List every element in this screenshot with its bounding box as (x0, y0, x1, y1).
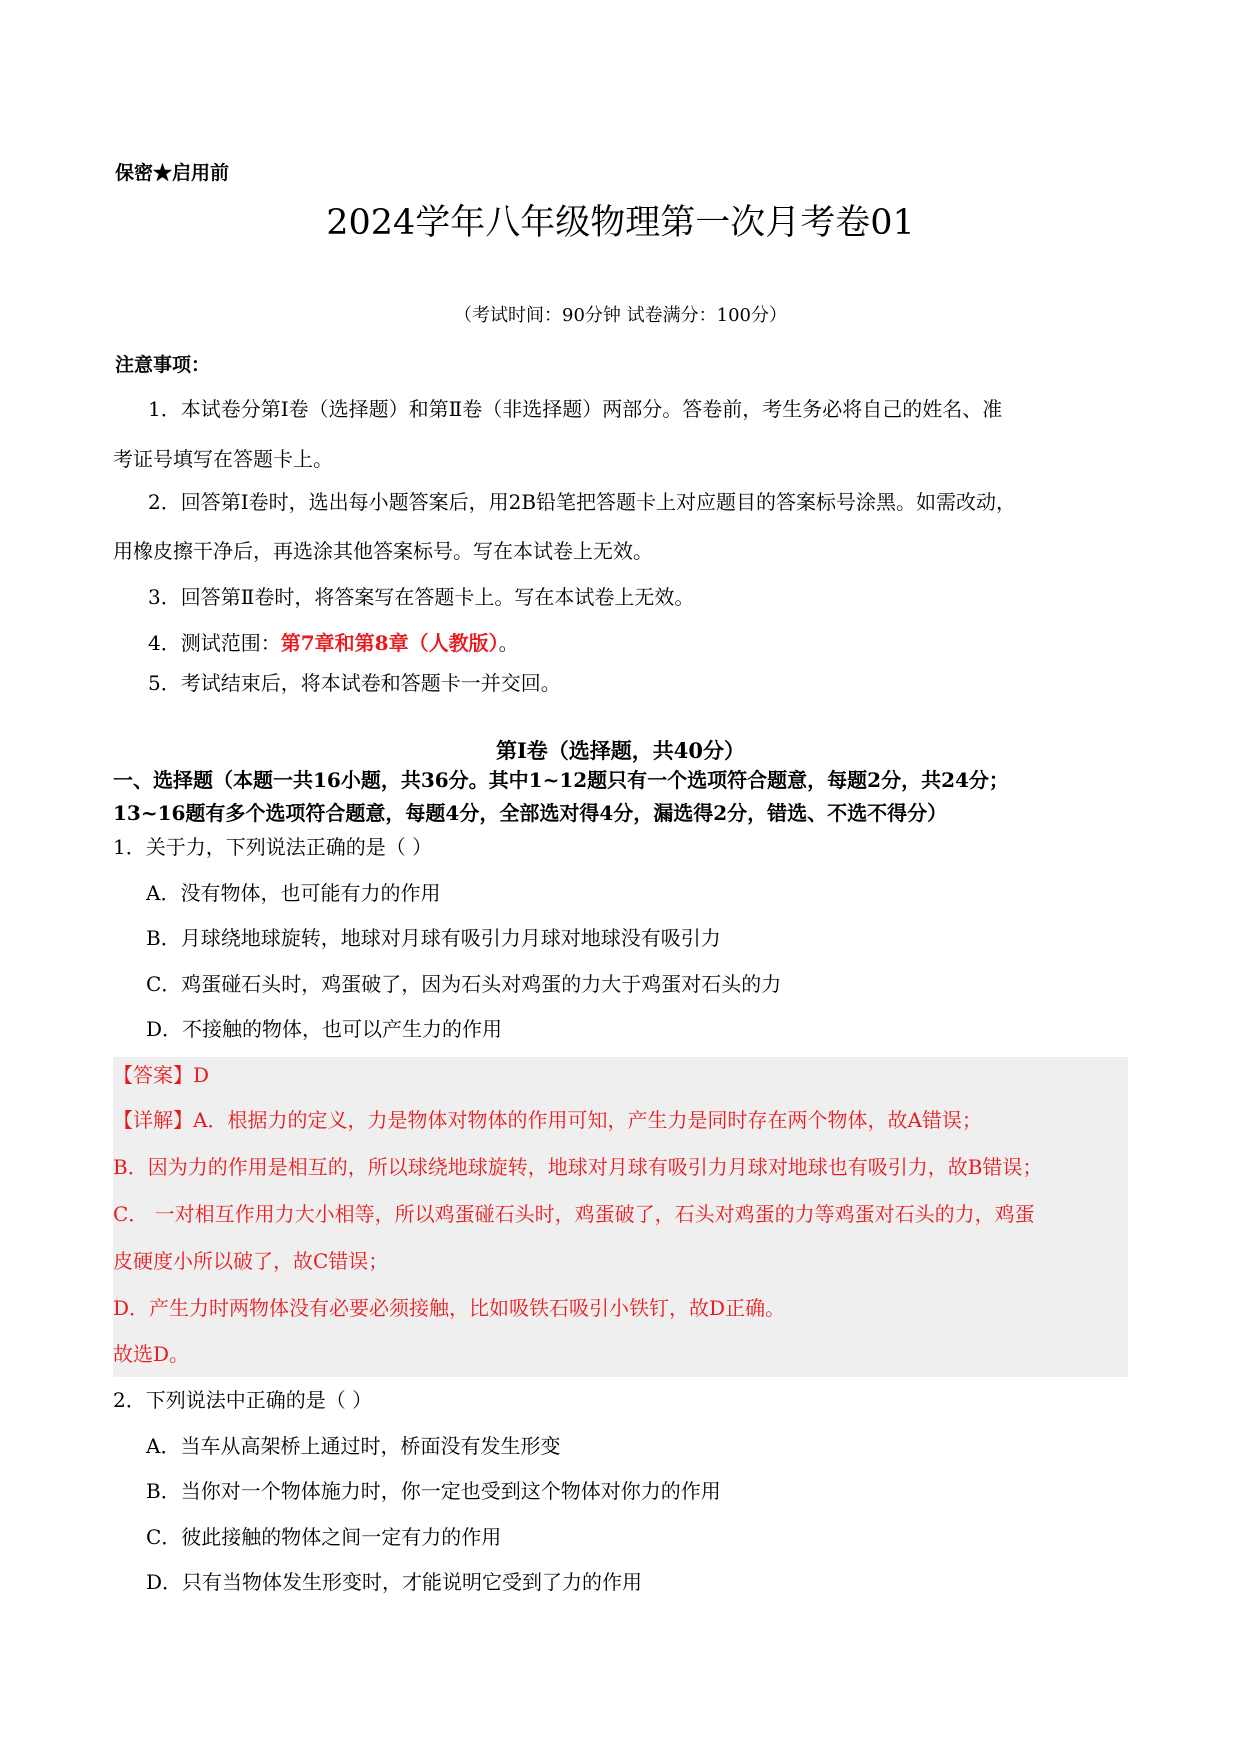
question-2-option-d: D．只有当物体发生形变时，才能说明它受到了力的作用 (146, 1570, 643, 1594)
detail-line-1: 【详解】A．根据力的定义，力是物体对物体的作用可知，产生力是同时存在两个物体，故A错误； (113, 1108, 982, 1132)
question-2-option-a: A．当车从高架桥上通过时，桥面没有发生形变 (146, 1434, 561, 1458)
question-1-stem: 1．关于力，下列说法正确的是（ ） (113, 835, 433, 859)
exam-title: 2024学年八年级物理第一次月考卷01 (326, 203, 915, 243)
notes-heading: 注意事项： (115, 354, 211, 376)
question-1-option-a: A．没有物体，也可能有力的作用 (146, 881, 441, 905)
test-range: 第7章和第8章（人教版） (280, 631, 499, 655)
note-5: 5．考试结束后，将本试卷和答题卡一并交回。 (148, 671, 561, 695)
note-2-line-1: 2．回答第Ⅰ卷时，选出每小题答案后，用2B铅笔把答题卡上对应题目的答案标号涂黑。如需改动， (148, 490, 1017, 514)
exam-info: （考试时间：90分钟 试卷满分：100分） (454, 305, 787, 326)
question-1-option-d: D．不接触的物体，也可以产生力的作用 (146, 1017, 503, 1041)
note-1-line-2: 考证号填写在答题卡上。 (113, 447, 333, 471)
question-2-stem: 2．下列说法中正确的是（ ） (113, 1388, 373, 1412)
note-3: 3．回答第Ⅱ卷时，将答案写在答题卡上。写在本试卷上无效。 (148, 585, 695, 609)
note-2-line-2: 用橡皮擦干净后，再选涂其他答案标号。写在本试卷上无效。 (113, 539, 653, 563)
question-2-option-c: C．彼此接触的物体之间一定有力的作用 (146, 1525, 502, 1549)
detail-line-2: B．因为力的作用是相互的，所以球绕地球旋转，地球对月球有吸引力月球对地球也有吸引力，故B错误； (113, 1155, 1043, 1179)
answer-label: 【答案】D (113, 1063, 210, 1087)
note-4-prefix: 4．测试范围： (148, 631, 281, 655)
note-4-suffix: 。 (498, 631, 519, 655)
confidential-label: 保密★启用前 (115, 162, 230, 184)
section-title: 第Ⅰ卷（选择题，共40分） (495, 738, 746, 763)
detail-line-3: C． 一对相互作用力大小相等，所以鸡蛋碰石头时，鸡蛋破了，石头对鸡蛋的力等鸡蛋对石头的力，鸡蛋 (113, 1202, 1035, 1226)
detail-line-4: 皮硬度小所以破了，故C错误； (113, 1249, 389, 1273)
part-instructions-line-1: 一、选择题（本题一共16小题，共36分。其中1~12题只有一个选项符合题意，每题2分，共24分； (113, 768, 1009, 792)
detail-line-5: D．产生力时两物体没有必要必须接触，比如吸铁石吸引小铁钉，故D正确。 (113, 1296, 786, 1320)
question-1-option-b: B．月球绕地球旋转，地球对月球有吸引力月球对地球没有吸引力 (146, 926, 721, 950)
note-1-line-1: 1．本试卷分第Ⅰ卷（选择题）和第Ⅱ卷（非选择题）两部分。答卷前，考生务必将自己的姓名、准 (148, 397, 1003, 421)
note-4 (148, 627, 519, 656)
detail-line-6: 故选D。 (113, 1342, 190, 1366)
question-2-option-b: B．当你对一个物体施力时，你一定也受到这个物体对你力的作用 (146, 1479, 721, 1503)
question-1-option-c: C．鸡蛋碰石头时，鸡蛋破了，因为石头对鸡蛋的力大于鸡蛋对石头的力 (146, 972, 782, 996)
part-instructions-line-2: 13~16题有多个选项符合题意，每题4分，全部选对得4分，漏选得2分，错选、不选不得分） (113, 801, 948, 825)
